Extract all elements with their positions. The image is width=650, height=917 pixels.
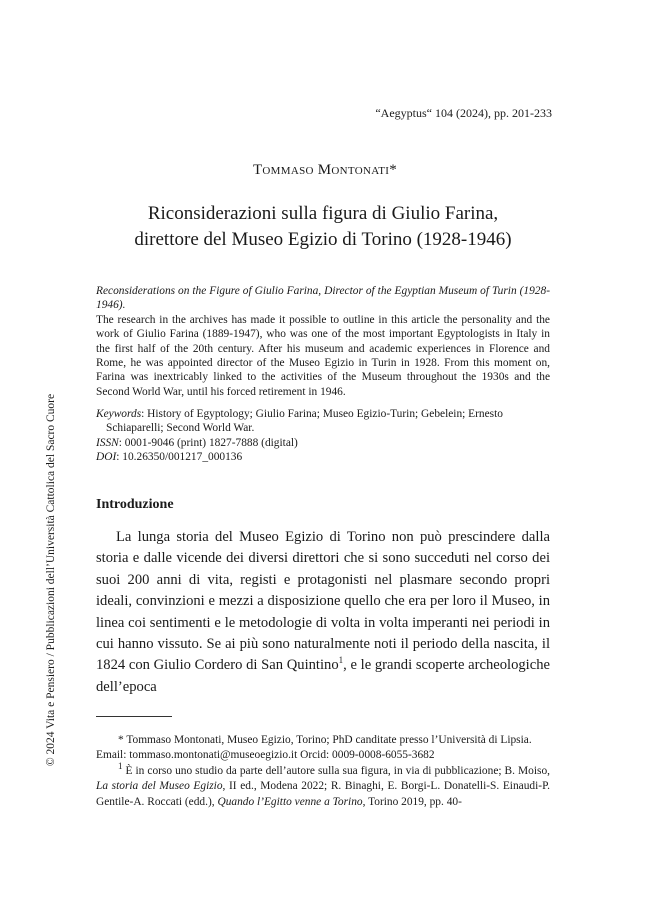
article-title xyxy=(96,201,550,253)
issn-label: ISSN xyxy=(96,436,119,449)
doi-label: DOI xyxy=(96,451,117,464)
footnote-1-italic-1: La storia del Museo Egizio xyxy=(96,780,223,793)
journal-reference: “Aegyptus“ 104 (2024), pp. 201-233 xyxy=(375,106,552,120)
footnote-reference[interactable]: 1 xyxy=(338,655,344,666)
footnote-author-line-1: * Tommaso Montonati, Museo Egizio, Torino; PhD canditate presso l’Università di Lipsia. xyxy=(118,734,532,746)
footnote-1-text-c: , Torino 2019, pp. 40- xyxy=(362,795,462,808)
article-title-line-1: Riconsiderazioni sulla figura di Giulio Farina, xyxy=(147,203,499,224)
keywords xyxy=(96,407,550,436)
copyright-notice: © 2024 Vita e Pensiero / Pubblicazioni dell’Università Cattolica del Sacro Cuore xyxy=(45,393,57,767)
footnote-1-text-a: È in corso uno studio da parte dell’autore sulla sua figura, in via di pubblicazione; B. Moiso, xyxy=(122,764,550,777)
issn-value: : 0001-9046 (print) 1827-7888 (digital) xyxy=(118,436,298,449)
footnote-1-italic-2: Quando l’Egitto venne a Torino xyxy=(217,795,363,808)
english-title: Reconsiderations on the Figure of Giulio Farina, Director of the Egyptian Museum of Turin (1928-1946). xyxy=(96,285,550,312)
keywords-label: Keywords xyxy=(96,408,142,420)
footnote-1-marker: 1 xyxy=(118,761,123,772)
article-title-line-2: direttore del Museo Egizio di Torino (1928-1946) xyxy=(134,229,512,250)
issn xyxy=(96,436,550,450)
author-name: Tommaso Montonati* xyxy=(252,162,398,178)
body-text-part-1: La lunga storia del Museo Egizio di Torino non può prescindere dalla storia e dalle vicende dei diversi direttori che si sono succeduti nel corso dei suoi 200 anni di vita, registi e protagonisti nel plasmare secondo propri ideali, convinzioni e mezzi a disposizione quello che era per loro il Museo, in linea coi sentimenti e le metodologie di volta in volta imperanti nei periodi in cui hanno vissuto. Se ai più sono naturalmente noti il periodo della nascita, il 1824 con Giulio Cordero di San Quintino xyxy=(96,529,550,674)
body-paragraph xyxy=(96,527,550,698)
body-text-part-2: , e le grandi scoperte archeologiche dell’epoca xyxy=(96,657,550,695)
footnote-author-line-2: Email: tommaso.montonati@museoegizio.it Orcid: 0009-0008-6055-3682 xyxy=(96,749,435,762)
article-metadata xyxy=(96,407,550,465)
footnote-author xyxy=(96,733,550,764)
abstract-text: The research in the archives has made it possible to outline in this article the personality and the work of Giulio Farina (1889-1947), who was one of the most important Egyptologists in Italy in the first half of the 20th century. After his museum and academic experiences in Florence and Rome, he was appointed director of the Museo Egizio in Turin in 1928. From this moment on, Farina was inextricably linked to the activities of the Museum throughout the 1930s and the Second World War, until his forced retirement in 1946. xyxy=(96,313,550,398)
keywords-value: : History of Egyptology; Giulio Farina; Museo Egizio-Turin; Gebelein; Ernesto Schiaparelli; Second World War. xyxy=(106,408,503,435)
footnote-1 xyxy=(96,761,550,810)
footnotes xyxy=(96,733,550,810)
footnote-1-text-b: , II ed., Modena 2022; R. Binaghi, E. Borgi-L. Donatelli-S. Einaudi-P. Gentile-A. Roccati (edd.), xyxy=(96,780,550,808)
doi xyxy=(96,450,550,464)
section-heading: Introduzione xyxy=(96,497,174,512)
abstract xyxy=(96,284,550,399)
doi-value: : 10.26350/001217_000136 xyxy=(116,451,243,464)
footnote-divider xyxy=(96,716,172,717)
